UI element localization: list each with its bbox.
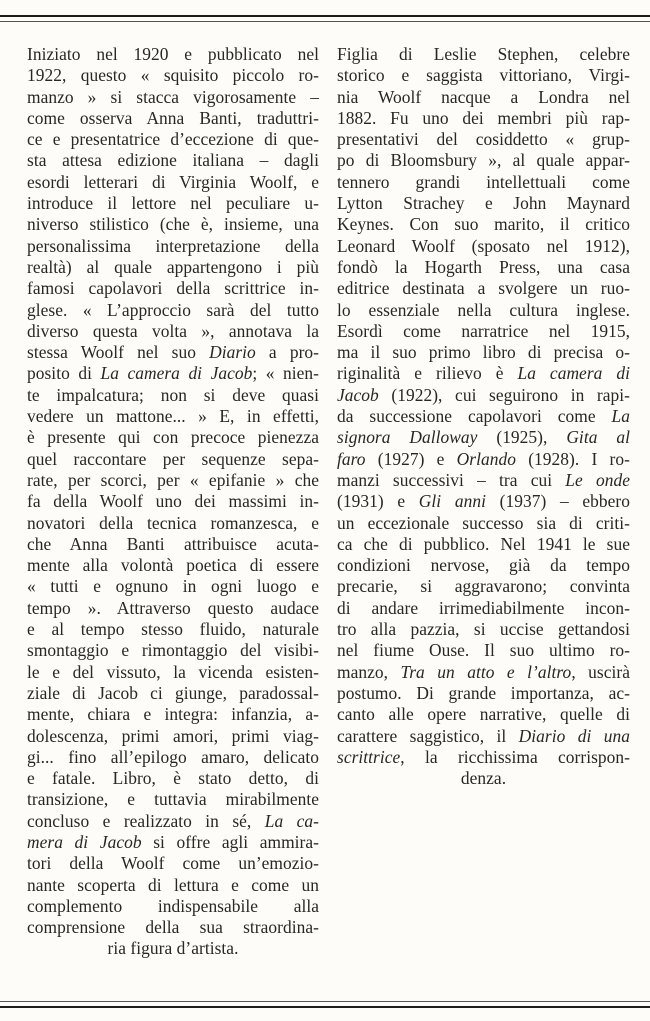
- italic-title: Gli anni: [418, 491, 486, 512]
- text-line: 1922, questo « squisito piccolo ro-: [27, 65, 319, 86]
- left-column-synopsis: [27, 44, 319, 960]
- text-line: denza.: [460, 768, 507, 789]
- text-line: ca che di pubblico. Nel 1941 le sue: [337, 533, 630, 554]
- text-line: fa della Woolf uno dei massimi in-: [27, 491, 319, 512]
- italic-title: signora Dalloway: [337, 427, 478, 448]
- text-line: smontaggio e rimontaggio del visibi-: [27, 640, 319, 661]
- text-line: realtà) al quale appartengono i più: [27, 256, 319, 277]
- bottom-rule-thin: [0, 1001, 650, 1002]
- italic-title: Diario: [209, 342, 256, 363]
- italic-title: Jacob: [337, 384, 379, 405]
- text-line: vedere un mattone... » E, in effetti,: [27, 406, 319, 427]
- italic-title: La: [611, 406, 630, 427]
- text-line: comprensione della sua straordina-: [27, 917, 319, 938]
- text-line: niverso stilistico (che è, insieme, una: [27, 214, 319, 235]
- text-line: scrittrice, la ricchissima corrispon-: [337, 746, 630, 767]
- italic-title: La camera di: [517, 363, 630, 384]
- text-line: ma il suo primo libro di precisa o-: [337, 342, 630, 363]
- text-line: mente alla volontà poetica di essere: [27, 555, 319, 576]
- text-line: canto alle opere narrative, quelle di: [337, 704, 630, 725]
- text-line: Iniziato nel 1920 e pubblicato nel: [27, 44, 319, 64]
- text-line: ce e presentatrice d’eccezione di que-: [27, 129, 319, 150]
- text-line: manzi successivi – tra cui Le onde: [337, 469, 630, 490]
- text-line: e fatale. Libro, è stato detto, di: [27, 768, 319, 789]
- text-line: (1931) e Gli anni (1937) – ebbero: [337, 491, 630, 512]
- text-line: è presente qui con precoce pienezza: [27, 427, 319, 448]
- text-line: carattere saggistico, il Diario di una: [337, 725, 630, 746]
- text-line: lo essenziale nella cultura inglese.: [337, 299, 630, 320]
- text-line: rate, per scorci, per « epifanie » che: [27, 469, 319, 490]
- text-line: famosi capolavori della scrittrice in-: [27, 278, 319, 299]
- text-line: nel fiume Ouse. Il suo ultimo ro-: [337, 640, 630, 661]
- top-rule-thin: [0, 21, 650, 22]
- text-line: complemento indispensabile alla: [27, 895, 319, 916]
- text-line: di andare irrimediabilmente incon-: [337, 597, 630, 618]
- text-line: stessa Woolf nel suo Diario a pro-: [27, 342, 319, 363]
- text-line: ria figura d’artista.: [107, 938, 239, 959]
- text-line: mente, chiara e integra: infanzia, a-: [27, 704, 319, 725]
- text-line: storico e saggista vittoriano, Virgi-: [337, 65, 630, 86]
- text-line: Figlia di Leslie Stephen, celebre: [337, 44, 630, 64]
- text-line: le e del vissuto, la vicenda esisten-: [27, 661, 319, 682]
- text-line: Jacob (1922), cui seguirono in rapi-: [337, 384, 630, 405]
- text-line: introduce il lettore nel peculiare u-: [27, 193, 319, 214]
- text-line: editrice destinata a svolgere un ruo-: [337, 278, 630, 299]
- text-line: te impalcatura; non si deve quasi: [27, 384, 319, 405]
- text-line: Keynes. Con suo marito, il critico: [337, 214, 630, 235]
- italic-title: Tra un atto e l’altro: [400, 661, 572, 682]
- text-line: mera di Jacob si offre agli ammira-: [27, 831, 319, 852]
- text-line: postumo. Di grande importanza, ac-: [337, 682, 630, 703]
- text-line: precarie, si aggravarono; convinta: [337, 576, 630, 597]
- text-line: come osserva Anna Banti, traduttri-: [27, 107, 319, 128]
- top-rule-thick: [0, 15, 650, 17]
- text-line: novatori della tecnica romanzesca, e: [27, 512, 319, 533]
- text-line: transizione, e tuttavia mirabilmente: [27, 789, 319, 810]
- text-line: Leonard Woolf (sposato nel 1912),: [337, 235, 630, 256]
- text-line: nia Woolf nacque a Londra nel: [337, 86, 630, 107]
- text-line: gi... fino all’epilogo amaro, delicato: [27, 746, 319, 767]
- bottom-rule-thick: [0, 1006, 650, 1008]
- text-line: e al tempo stesso fluido, naturale: [27, 619, 319, 640]
- text-line: fondò la Hogarth Press, una casa: [337, 256, 630, 277]
- text-line: tennero grandi intellettuali come: [337, 171, 630, 192]
- text-line: dolescenza, primi amori, primi viag-: [27, 725, 319, 746]
- text-line: riginalità e rilievo è La camera di: [337, 363, 630, 384]
- text-line: condizioni nervose, già da tempo: [337, 555, 630, 576]
- italic-title: mera di Jacob: [27, 831, 142, 852]
- text-line: personalissima interpretazione della: [27, 235, 319, 256]
- text-line: che Anna Banti attribuisce acuta-: [27, 533, 319, 554]
- text-line: faro (1927) e Orlando (1928). I ro-: [337, 448, 630, 469]
- italic-title: Diario di una: [518, 725, 630, 746]
- text-line: tori della Woolf come un’emozio-: [27, 853, 319, 874]
- text-line: quel raccontare per sequenze sepa-: [27, 448, 319, 469]
- text-line: un eccezionale successo sia di criti-: [337, 512, 630, 533]
- text-line: sta attesa edizione italiana – dagli: [27, 150, 319, 171]
- text-line: da successione capolavori come La: [337, 406, 630, 427]
- italic-title: Gita al: [566, 427, 630, 448]
- text-line: nante scoperta di lettura e come un: [27, 874, 319, 895]
- text-line: Lytton Strachey e John Maynard: [337, 193, 630, 214]
- text-line: tro alla pazzia, si uccise gettandosi: [337, 619, 630, 640]
- italic-title: faro: [337, 448, 366, 469]
- italic-title: scrittrice: [337, 746, 401, 767]
- text-line: manzo » si stacca vigorosamente –: [27, 86, 319, 107]
- text-line: esordi letterari di Virginia Woolf, e: [27, 171, 319, 192]
- text-line: concluso e realizzato in sé, La ca-: [27, 810, 319, 831]
- italic-title: La ca-: [264, 810, 319, 831]
- right-column-author-bio: [337, 44, 630, 789]
- text-line: po di Bloomsbury », al quale appar-: [337, 150, 630, 171]
- text-line: ziale di Jacob ci giunge, paradossal-: [27, 682, 319, 703]
- text-line: Esordì come narratrice nel 1915,: [337, 320, 630, 341]
- text-line: 1882. Fu uno dei membri più rap-: [337, 107, 630, 128]
- text-line: presentativi del cosiddetto « grup-: [337, 129, 630, 150]
- text-line: posito di La camera di Jacob; « nien-: [27, 363, 320, 384]
- text-line: « tutti e ognuno in ogni luogo e: [27, 576, 319, 597]
- text-line: signora Dalloway (1925), Gita al: [337, 427, 630, 448]
- text-line: diverso questa volta », annotava la: [27, 320, 319, 341]
- text-line: manzo, Tra un atto e l’altro, uscirà: [337, 661, 630, 682]
- text-line: glese. « L’approccio sarà del tutto: [27, 299, 319, 320]
- italic-title: La camera di Jacob: [100, 363, 253, 384]
- italic-title: Orlando: [456, 448, 516, 469]
- text-line: tempo ». Attraverso questo audace: [27, 597, 319, 618]
- italic-title: Le onde: [565, 469, 630, 490]
